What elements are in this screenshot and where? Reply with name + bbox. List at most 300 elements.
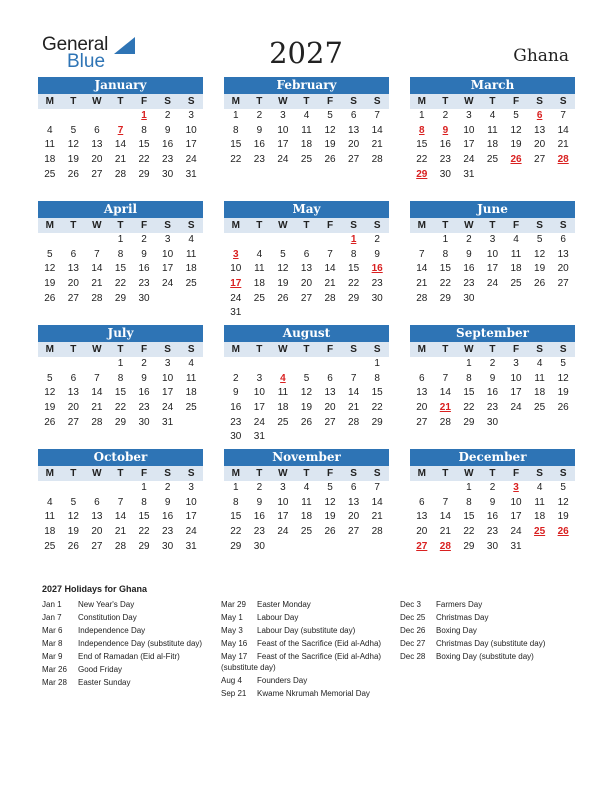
day-cell (271, 540, 295, 555)
week-row (410, 168, 575, 183)
day-cell (365, 540, 389, 555)
holiday-date: Aug 4 (221, 676, 242, 685)
day-cell: 30 (138, 416, 150, 428)
holiday-date: Mar 26 (42, 665, 67, 674)
holiday-name: Boxing Day (substitute day) (436, 652, 534, 661)
weekday-label: F (326, 344, 334, 355)
week-row (410, 540, 575, 555)
weekday-label: T (70, 96, 77, 107)
month-august (224, 325, 389, 445)
holidays-column (400, 599, 568, 664)
day-cell: 21 (114, 154, 127, 166)
weekday-label: T (70, 344, 77, 355)
day-cell: 24 (463, 154, 475, 166)
day-cell: 9 (233, 387, 239, 399)
week-row (410, 277, 575, 292)
day-cell (62, 109, 86, 124)
weekday-label: S (350, 220, 357, 231)
day-cell: 23 (371, 278, 383, 290)
day-cell: 1 (466, 482, 472, 493)
week-row (410, 292, 575, 307)
weekday-label: T (70, 468, 77, 479)
month-march (410, 77, 575, 182)
day-cell: 5 (327, 482, 333, 493)
day-cell: 25 (300, 154, 313, 166)
day-cell: 23 (439, 154, 451, 166)
day-cell: 5 (513, 110, 519, 121)
day-cell: 10 (230, 263, 242, 275)
day-cell: 12 (67, 139, 79, 151)
day-cell: 6 (419, 372, 425, 384)
weekday-label: T (489, 344, 496, 355)
day-cell: 29 (348, 292, 360, 304)
day-cell: 16 (253, 139, 265, 151)
day-cell (551, 540, 575, 555)
holiday-day-cell: 7 (117, 124, 124, 136)
weekday-label: S (373, 220, 381, 231)
day-cell: 7 (419, 248, 425, 260)
day-cell: 18 (44, 154, 56, 166)
day-cell (271, 233, 295, 248)
day-cell: 2 (256, 482, 263, 493)
holiday-date: Mar 6 (42, 626, 63, 635)
day-cell: 22 (114, 278, 127, 290)
holiday-day-cell: 3 (513, 482, 519, 493)
day-cell: 5 (303, 372, 310, 384)
day-cell: 26 (67, 168, 79, 180)
day-cell: 21 (416, 278, 428, 290)
holiday-date: Sep 21 (221, 689, 247, 698)
week-row (38, 292, 203, 307)
day-cell: 9 (489, 496, 496, 508)
week-row (38, 510, 203, 525)
weekday-label: W (464, 468, 474, 479)
day-cell: 10 (463, 124, 475, 136)
weekday-label: S (373, 344, 381, 355)
day-cell: 22 (230, 526, 242, 538)
weekday-label: M (417, 96, 426, 107)
holiday-item (42, 638, 210, 649)
week-row (38, 277, 203, 292)
day-cell: 23 (162, 154, 174, 166)
day-cell: 31 (510, 540, 522, 552)
day-cell: 27 (91, 168, 103, 180)
week-row (224, 292, 389, 307)
day-cell (295, 357, 319, 372)
holiday-item (42, 625, 210, 636)
month-title: March (410, 77, 575, 94)
day-cell: 16 (463, 263, 475, 275)
day-cell: 8 (233, 496, 239, 508)
weekday-label: W (278, 468, 288, 479)
weekday-label: S (536, 220, 543, 231)
week-row (224, 496, 389, 511)
day-cell: 12 (44, 387, 56, 399)
day-cell: 6 (70, 372, 77, 384)
day-cell: 10 (486, 248, 499, 260)
holiday-day-cell: 9 (442, 124, 449, 136)
day-cell: 20 (67, 402, 79, 414)
month-title: November (224, 449, 389, 466)
day-cell: 5 (47, 248, 53, 260)
day-cell: 14 (91, 387, 103, 399)
day-cell: 2 (141, 358, 147, 369)
day-cell (179, 416, 203, 431)
day-cell: 18 (300, 139, 313, 151)
week-row (224, 277, 389, 292)
day-cell: 14 (557, 124, 569, 136)
holiday-date: May 17 (221, 652, 248, 661)
day-cell: 10 (510, 496, 522, 508)
day-cell: 17 (510, 511, 522, 523)
holiday-date: Jan 7 (42, 613, 62, 622)
day-cell: 20 (91, 526, 103, 538)
holiday-day-cell: 8 (419, 124, 425, 136)
day-cell: 13 (534, 124, 546, 136)
week-row (410, 233, 575, 248)
day-cell: 5 (560, 358, 566, 369)
weekday-label: F (140, 468, 148, 479)
week-row (410, 153, 575, 168)
weekday-label: F (326, 96, 334, 107)
week-row (224, 233, 389, 248)
day-cell: 2 (164, 110, 171, 121)
day-cell: 11 (510, 248, 522, 260)
day-cell: 23 (230, 416, 242, 428)
day-cell: 6 (94, 496, 100, 508)
day-cell: 30 (230, 431, 242, 443)
weekday-label: F (512, 220, 520, 231)
holiday-day-cell: 26 (557, 526, 569, 538)
day-cell: 17 (277, 139, 289, 151)
day-cell (248, 357, 272, 372)
day-cell: 7 (374, 110, 380, 121)
day-cell: 2 (442, 110, 449, 121)
day-cell: 20 (348, 511, 360, 523)
week-row (38, 540, 203, 555)
weekday-header (410, 342, 575, 357)
day-cell: 13 (91, 511, 103, 523)
day-cell: 15 (463, 511, 475, 523)
weekday-label: M (231, 468, 240, 479)
day-cell: 27 (557, 278, 569, 290)
day-cell: 15 (439, 263, 451, 275)
weekday-label: S (373, 468, 381, 479)
day-cell (62, 357, 86, 372)
weekday-label: T (256, 220, 263, 231)
day-cell: 16 (486, 511, 499, 523)
holiday-item (221, 638, 389, 649)
day-cell: 7 (94, 372, 100, 384)
day-cell: 18 (510, 263, 522, 275)
day-cell: 19 (534, 263, 546, 275)
weekday-label: W (92, 468, 102, 479)
holiday-item (221, 688, 389, 699)
day-cell: 1 (233, 110, 239, 121)
day-cell: 22 (114, 402, 127, 414)
holiday-date: Mar 9 (42, 652, 63, 661)
weekday-label: S (187, 468, 195, 479)
day-cell: 20 (557, 263, 569, 275)
week-row (38, 109, 203, 124)
day-cell: 25 (277, 416, 289, 428)
week-row (38, 153, 203, 168)
day-cell: 24 (185, 526, 197, 538)
day-cell: 17 (486, 263, 499, 275)
day-cell: 20 (416, 402, 428, 414)
day-cell: 3 (280, 482, 286, 493)
weekday-label: S (559, 96, 567, 107)
day-cell: 27 (348, 154, 360, 166)
day-cell: 12 (510, 124, 522, 136)
holiday-date: Jan 1 (42, 600, 62, 609)
week-row (410, 138, 575, 153)
day-cell: 14 (91, 263, 103, 275)
week-row (224, 372, 389, 387)
week-row (224, 481, 389, 496)
holiday-item (400, 638, 568, 649)
weekday-header (38, 342, 203, 357)
weekday-label: S (164, 220, 171, 231)
day-cell: 29 (463, 416, 475, 428)
holiday-day-cell: 1 (350, 234, 357, 245)
country-name: Ghana (513, 46, 569, 66)
day-cell: 25 (534, 402, 546, 414)
weekday-label: S (187, 220, 195, 231)
month-title: June (410, 201, 575, 218)
day-cell: 4 (536, 358, 543, 369)
day-cell: 5 (327, 110, 333, 121)
day-cell (295, 540, 319, 555)
day-cell: 2 (466, 234, 472, 245)
week-row (410, 481, 575, 496)
weekday-label: W (92, 96, 102, 107)
day-cell: 6 (350, 482, 357, 493)
day-cell: 23 (138, 278, 150, 290)
weekday-label: F (512, 344, 520, 355)
weekday-label: F (140, 220, 148, 231)
day-cell: 26 (300, 416, 313, 428)
weekday-header (410, 218, 575, 233)
day-cell: 30 (162, 168, 174, 180)
day-cell: 19 (557, 387, 569, 399)
day-cell: 6 (94, 124, 100, 136)
day-cell: 15 (114, 263, 127, 275)
day-cell: 25 (253, 292, 265, 304)
day-cell: 12 (324, 496, 336, 508)
day-cell: 14 (371, 496, 383, 508)
day-cell: 8 (466, 372, 472, 384)
day-cell: 31 (162, 416, 174, 428)
month-october (38, 449, 203, 554)
day-cell: 1 (374, 358, 380, 369)
week-row (38, 416, 203, 431)
weekday-label: F (512, 468, 520, 479)
day-cell: 12 (277, 263, 289, 275)
weekday-label: T (117, 468, 124, 479)
holiday-name: Labour Day (substitute day) (257, 626, 356, 635)
month-july (38, 325, 203, 430)
weekday-label: M (45, 220, 54, 231)
day-cell: 31 (185, 168, 197, 180)
day-cell: 6 (350, 110, 357, 121)
weekday-label: T (442, 468, 449, 479)
day-cell: 9 (164, 124, 171, 136)
month-november (224, 449, 389, 554)
day-cell: 21 (557, 139, 569, 151)
day-cell (179, 292, 203, 307)
week-row (38, 372, 203, 387)
day-cell: 30 (486, 416, 499, 428)
holiday-day-cell: 26 (510, 154, 522, 166)
day-cell: 28 (324, 292, 336, 304)
day-cell: 29 (138, 168, 150, 180)
day-cell: 21 (371, 511, 383, 523)
holiday-item (221, 651, 389, 673)
day-cell: 18 (44, 526, 56, 538)
day-cell: 14 (371, 124, 383, 136)
day-cell: 6 (327, 372, 333, 384)
day-cell: 28 (439, 416, 451, 428)
day-cell: 19 (557, 511, 569, 523)
day-cell: 8 (117, 372, 124, 384)
day-cell: 22 (439, 278, 451, 290)
day-cell: 22 (416, 154, 428, 166)
month-title: January (38, 77, 203, 94)
day-cell: 25 (185, 278, 197, 290)
day-cell: 3 (164, 234, 171, 245)
day-cell: 28 (114, 540, 127, 552)
day-cell: 25 (486, 154, 499, 166)
day-cell: 14 (439, 387, 451, 399)
weekday-label: T (303, 220, 310, 231)
day-cell: 19 (277, 278, 289, 290)
holiday-day-cell: 1 (141, 110, 147, 121)
holiday-name: Constitution Day (78, 613, 137, 622)
day-cell: 16 (162, 139, 174, 151)
day-cell: 13 (300, 263, 313, 275)
day-cell: 5 (47, 372, 53, 384)
day-cell: 23 (463, 278, 475, 290)
day-cell: 17 (185, 139, 197, 151)
weekday-label: S (187, 96, 195, 107)
day-cell: 1 (419, 110, 425, 121)
day-cell: 22 (463, 526, 475, 538)
holiday-item (400, 651, 568, 662)
day-cell: 3 (188, 110, 194, 121)
day-cell: 17 (463, 139, 475, 151)
day-cell: 28 (371, 154, 383, 166)
week-row (38, 233, 203, 248)
day-cell: 12 (67, 511, 79, 523)
day-cell: 15 (416, 139, 428, 151)
day-cell (38, 233, 62, 248)
day-cell: 6 (70, 248, 77, 260)
holiday-date: Dec 3 (400, 600, 421, 609)
day-cell: 19 (67, 526, 79, 538)
day-cell (295, 233, 319, 248)
day-cell: 18 (534, 511, 546, 523)
day-cell: 4 (256, 248, 263, 260)
weekday-label: M (231, 344, 240, 355)
week-row (410, 401, 575, 416)
day-cell: 8 (466, 496, 472, 508)
day-cell: 26 (557, 402, 569, 414)
holiday-date: Dec 26 (400, 626, 426, 635)
day-cell: 29 (463, 540, 475, 552)
week-row (410, 510, 575, 525)
day-cell: 26 (324, 154, 336, 166)
day-cell: 31 (253, 431, 265, 443)
day-cell: 22 (230, 154, 242, 166)
day-cell (271, 430, 295, 445)
weekday-label: T (70, 220, 77, 231)
weekday-label: W (278, 96, 288, 107)
day-cell: 8 (442, 248, 449, 260)
day-cell (318, 306, 342, 321)
week-row (224, 109, 389, 124)
month-february (224, 77, 389, 168)
day-cell: 8 (141, 496, 147, 508)
day-cell: 3 (280, 110, 286, 121)
day-cell: 31 (230, 307, 242, 319)
weekday-label: F (140, 96, 148, 107)
day-cell (342, 430, 366, 445)
week-row (410, 416, 575, 431)
day-cell (109, 109, 133, 124)
day-cell: 1 (117, 234, 124, 245)
weekday-label: T (489, 96, 496, 107)
day-cell: 13 (557, 248, 569, 260)
day-cell: 13 (67, 387, 79, 399)
day-cell: 16 (486, 387, 499, 399)
holiday-date: May 3 (221, 626, 243, 635)
weekday-header (224, 466, 389, 481)
holidays-title: 2027 Holidays for Ghana (42, 584, 148, 594)
day-cell: 27 (67, 416, 79, 428)
week-row (224, 386, 389, 401)
day-cell: 27 (534, 154, 546, 166)
day-cell (528, 168, 552, 183)
holiday-date: Dec 25 (400, 613, 426, 622)
holiday-date: Mar 29 (221, 600, 246, 609)
day-cell: 3 (489, 234, 496, 245)
day-cell: 16 (138, 263, 150, 275)
day-cell: 10 (185, 124, 197, 136)
day-cell: 11 (487, 124, 498, 136)
day-cell: 10 (185, 496, 197, 508)
day-cell: 15 (138, 511, 150, 523)
weekday-label: M (45, 344, 54, 355)
day-cell: 3 (164, 358, 171, 369)
day-cell: 5 (560, 482, 566, 493)
day-cell: 18 (486, 139, 499, 151)
week-row (224, 357, 389, 372)
holiday-name: Independence Day (substitute day) (78, 639, 203, 648)
week-row (410, 372, 575, 387)
day-cell (248, 306, 272, 321)
day-cell: 22 (463, 402, 475, 414)
holiday-date: Mar 28 (42, 678, 67, 687)
day-cell: 14 (114, 511, 127, 523)
day-cell: 15 (114, 387, 127, 399)
day-cell: 30 (463, 292, 475, 304)
day-cell: 9 (256, 124, 263, 136)
weekday-label: W (92, 344, 102, 355)
week-row (38, 357, 203, 372)
day-cell: 28 (91, 292, 103, 304)
day-cell: 4 (513, 234, 519, 245)
